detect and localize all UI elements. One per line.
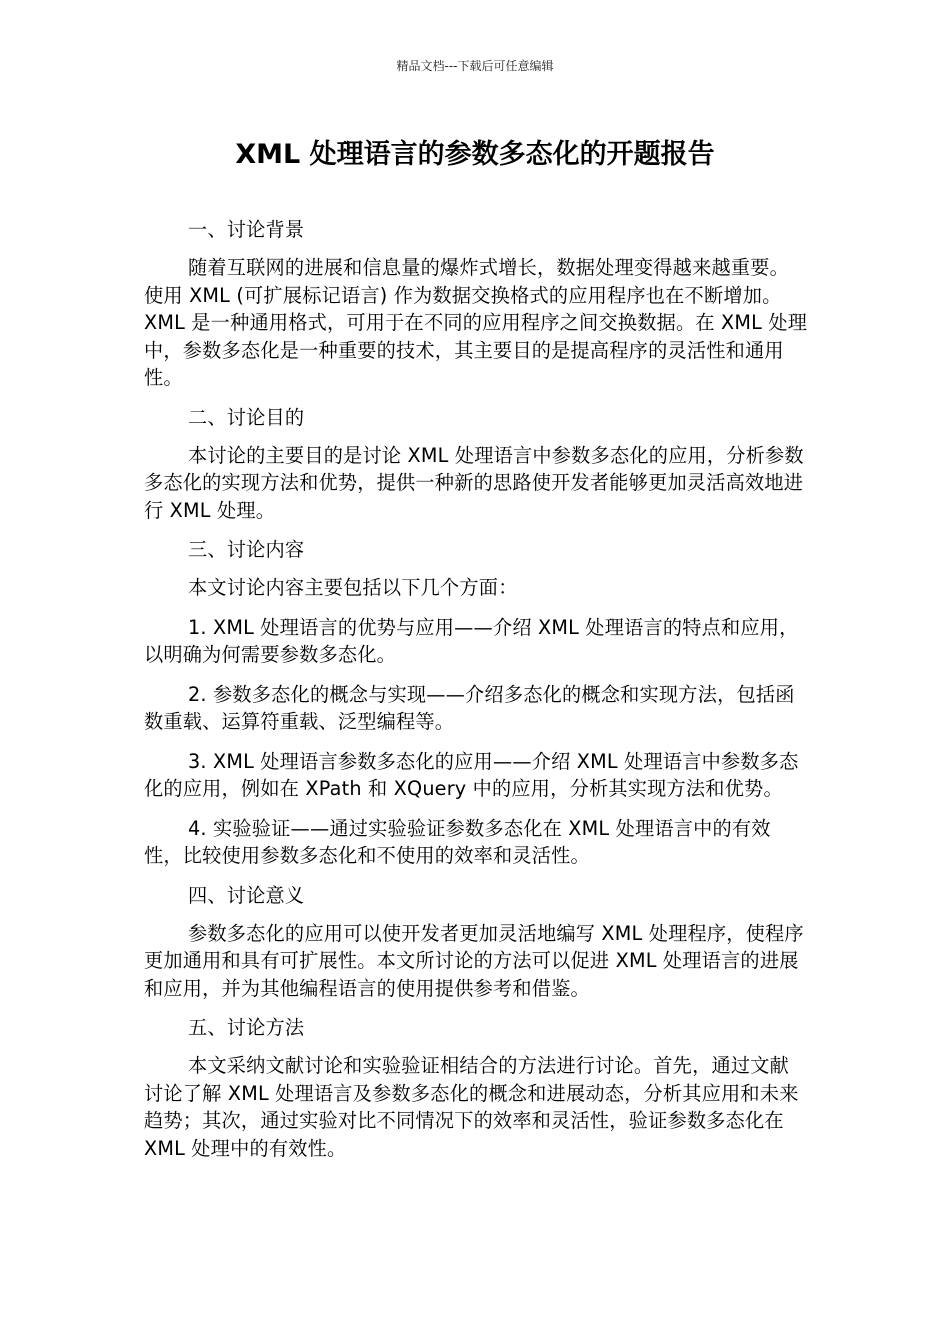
paragraph-method: 本文采纳文献讨论和实验验证相结合的方法进行讨论。首先，通过文献讨论了解 XML 处理语言及参数多态化的概念和进展动态，分析其应用和未来趋势；其次，通过实验对比不同情况下的效率和灵活性，验证参数多态化在 XML 处理中的有效性。 bbox=[144, 1054, 799, 1160]
document-body bbox=[144, 216, 808, 1174]
paragraph-significance: 参数多态化的应用可以使开发者更加灵活地编写 XML 处理程序，使程序更加通用和具有可扩展性。本文所讨论的方法可以促进 XML 处理语言的进展和应用，并为其他编程语言的使用提供参考和借鉴。 bbox=[144, 921, 804, 1000]
section-heading-background: 一、讨论背景 bbox=[188, 218, 305, 241]
paragraph-background: 随着互联网的进展和信息量的爆炸式增长，数据处理变得越来越重要。使用 XML (可扩展标记语言) 作为数据交换格式的应用程序也在不断增加。XML 是一种通用格式，可用于在不同的应用程序之间交换数据。在 XML 处理中，参数多态化是一种重要的技术，其主要目的是提高程序的灵活性和通用性。 bbox=[144, 256, 808, 389]
list-item-3: 3. XML 处理语言参数多态化的应用——介绍 XML 处理语言中参数多态化的应用，例如在 XPath 和 XQuery 中的应用，分析其实现方法和优势。 bbox=[144, 749, 799, 800]
section-heading-method: 五、讨论方法 bbox=[188, 1016, 305, 1039]
document-title: XML 处理语言的参数多态化的开题报告 bbox=[235, 139, 715, 170]
section-heading-significance: 四、讨论意义 bbox=[188, 883, 305, 907]
header-note: 精品文档---下载后可任意编辑 bbox=[396, 59, 554, 73]
list-item-4: 4. 实验验证——通过实验验证参数多态化在 XML 处理语言中的有效性，比较使用参数多态化和不使用的效率和灵活性。 bbox=[144, 816, 771, 867]
paragraph-content-intro: 本文讨论内容主要包括以下几个方面： bbox=[188, 576, 518, 599]
section-heading-purpose: 二、讨论目的 bbox=[188, 405, 305, 429]
paragraph-purpose: 本讨论的主要目的是讨论 XML 处理语言中参数多态化的应用，分析参数多态化的实现方法和优势，提供一种新的思路使开发者能够更加灵活高效地进行 XML 处理。 bbox=[144, 443, 804, 522]
list-item-2: 2. 参数多态化的概念与实现——介绍多态化的概念和实现方法，包括函数重载、运算符重载、泛型编程等。 bbox=[144, 682, 795, 733]
section-heading-content: 三、讨论内容 bbox=[188, 538, 305, 561]
list-item-1: 1. XML 处理语言的优势与应用——介绍 XML 处理语言的特点和应用，以明确为何需要参数多态化。 bbox=[144, 615, 799, 666]
